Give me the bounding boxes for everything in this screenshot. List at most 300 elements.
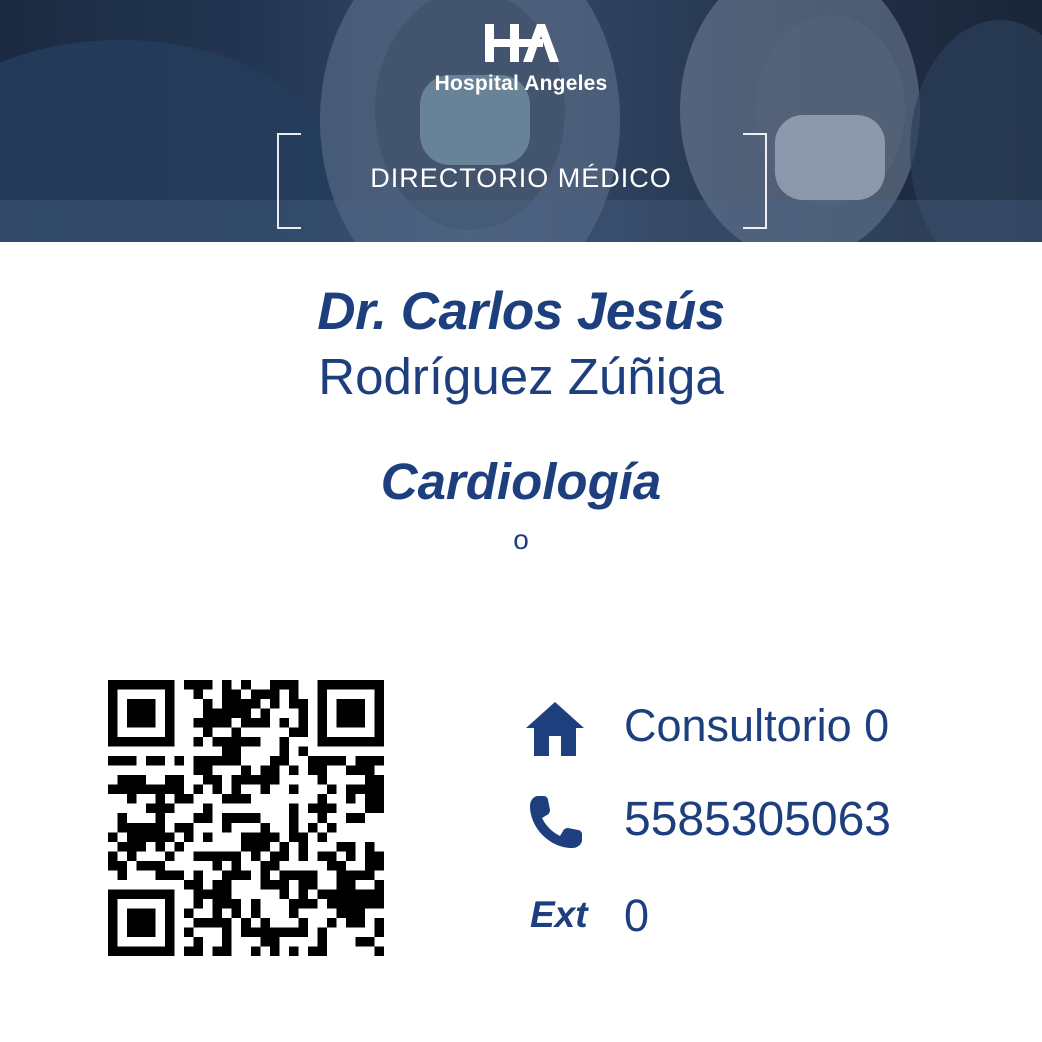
qr-module	[165, 899, 175, 909]
qr-module	[251, 946, 261, 956]
qr-module	[336, 680, 346, 690]
qr-module	[289, 680, 299, 690]
qr-module	[194, 937, 204, 947]
qr-module	[346, 889, 356, 899]
qr-module	[260, 918, 270, 928]
qr-module	[317, 927, 327, 937]
qr-module	[165, 709, 175, 719]
qr-module	[232, 794, 242, 804]
qr-module	[184, 680, 194, 690]
qr-module	[260, 690, 270, 700]
qr-module	[137, 775, 147, 785]
qr-module	[156, 680, 166, 690]
qr-module	[232, 785, 242, 795]
qr-module	[365, 756, 375, 766]
qr-module	[251, 699, 261, 709]
qr-module	[194, 899, 204, 909]
qr-module	[137, 680, 147, 690]
qr-module	[355, 889, 365, 899]
qr-module	[317, 709, 327, 719]
qr-module	[241, 709, 251, 719]
qr-module	[298, 899, 308, 909]
qr-module	[137, 842, 147, 852]
qr-module	[194, 690, 204, 700]
qr-module	[317, 946, 327, 956]
qr-module	[146, 861, 156, 871]
qr-module	[146, 804, 156, 814]
qr-module	[336, 756, 346, 766]
qr-module	[355, 899, 365, 909]
qr-module	[365, 794, 375, 804]
qr-module	[317, 889, 327, 899]
qr-module	[327, 861, 337, 871]
qr-module	[346, 870, 356, 880]
qr-module	[289, 832, 299, 842]
qr-module	[127, 889, 137, 899]
qr-module	[260, 785, 270, 795]
specialty: Cardiología	[380, 453, 662, 510]
qr-module	[355, 870, 365, 880]
doctor-name-first: Dr. Carlos Jesús	[317, 282, 725, 341]
qr-module	[118, 823, 128, 833]
qr-module	[260, 870, 270, 880]
qr-module	[355, 918, 365, 928]
qr-module	[213, 908, 223, 918]
qr-module	[108, 718, 118, 728]
qr-module	[232, 747, 242, 757]
qr-module	[270, 680, 280, 690]
qr-module	[146, 718, 156, 728]
qr-module	[194, 880, 204, 890]
qr-module	[317, 813, 327, 823]
qr-module	[260, 832, 270, 842]
qr-module	[346, 794, 356, 804]
qr-module	[241, 870, 251, 880]
qr-module	[156, 832, 166, 842]
qr-module	[279, 851, 289, 861]
qr-module	[146, 927, 156, 937]
qr-module	[165, 690, 175, 700]
qr-module	[336, 737, 346, 747]
qr-module	[317, 718, 327, 728]
qr-module	[165, 946, 175, 956]
qr-module	[203, 766, 213, 776]
phone-icon	[524, 792, 586, 854]
qr-module	[251, 899, 261, 909]
qr-module	[108, 861, 118, 871]
qr-module	[270, 766, 280, 776]
qr-module	[213, 889, 223, 899]
qr-module	[298, 880, 308, 890]
qr-module	[213, 861, 223, 871]
qr-module	[355, 813, 365, 823]
qr-module	[213, 899, 223, 909]
qr-module	[146, 946, 156, 956]
qr-module	[108, 889, 118, 899]
qr-module	[222, 709, 232, 719]
qr-module	[308, 880, 318, 890]
qr-module	[203, 851, 213, 861]
qr-module	[146, 756, 156, 766]
qr-module	[213, 709, 223, 719]
qr-module	[374, 775, 384, 785]
qr-module	[203, 699, 213, 709]
qr-module	[308, 899, 318, 909]
qr-module	[108, 785, 118, 795]
qr-module	[108, 908, 118, 918]
qr-module	[175, 756, 185, 766]
qr-module	[260, 842, 270, 852]
qr-module	[327, 804, 337, 814]
qr-module	[317, 775, 327, 785]
qr-module	[279, 889, 289, 899]
qr-module	[317, 699, 327, 709]
qr-module	[270, 861, 280, 871]
qr-module	[241, 680, 251, 690]
qr-module	[308, 756, 318, 766]
qr-module	[146, 680, 156, 690]
qr-module	[317, 737, 327, 747]
qr-module	[327, 889, 337, 899]
logo-text: Hospital Angeles	[434, 72, 608, 95]
qr-code[interactable]	[108, 680, 384, 956]
qr-module	[156, 946, 166, 956]
qr-module	[289, 823, 299, 833]
qr-module	[108, 946, 118, 956]
qr-module	[289, 699, 299, 709]
qr-module	[317, 680, 327, 690]
ha-logo-icon	[483, 22, 559, 64]
qr-module	[241, 737, 251, 747]
qr-module	[241, 842, 251, 852]
qr-module	[108, 899, 118, 909]
qr-module	[355, 718, 365, 728]
qr-module	[317, 832, 327, 842]
qr-module	[336, 718, 346, 728]
qr-module	[317, 851, 327, 861]
qr-module	[175, 870, 185, 880]
qr-module	[156, 813, 166, 823]
qr-module	[279, 880, 289, 890]
qr-module	[365, 851, 375, 861]
qr-module	[374, 718, 384, 728]
qr-module	[127, 699, 137, 709]
qr-module	[374, 680, 384, 690]
qr-module	[346, 709, 356, 719]
qr-module	[260, 861, 270, 871]
qr-module	[156, 794, 166, 804]
qr-module	[175, 785, 185, 795]
qr-module	[279, 718, 289, 728]
qr-module	[222, 946, 232, 956]
qr-module	[365, 737, 375, 747]
qr-module	[241, 918, 251, 928]
qr-module	[260, 766, 270, 776]
qr-module	[298, 728, 308, 738]
qr-module	[327, 823, 337, 833]
qr-module	[118, 813, 128, 823]
qr-module	[365, 899, 375, 909]
qr-module	[251, 718, 261, 728]
qr-module	[127, 823, 137, 833]
qr-module	[175, 842, 185, 852]
qr-module	[222, 937, 232, 947]
qr-module	[317, 728, 327, 738]
qr-module	[213, 737, 223, 747]
qr-module	[232, 775, 242, 785]
qr-module	[289, 870, 299, 880]
qr-module	[232, 709, 242, 719]
qr-module	[289, 946, 299, 956]
qr-module	[108, 680, 118, 690]
qr-module	[108, 851, 118, 861]
qr-module	[146, 699, 156, 709]
qr-module	[184, 823, 194, 833]
qr-module	[279, 747, 289, 757]
qr-module	[270, 937, 280, 947]
qr-module	[184, 794, 194, 804]
qr-module	[232, 699, 242, 709]
qr-module	[336, 880, 346, 890]
qr-module	[203, 775, 213, 785]
qr-module	[127, 718, 137, 728]
qr-module	[146, 908, 156, 918]
qr-module	[374, 728, 384, 738]
qr-module	[118, 946, 128, 956]
qr-module	[203, 832, 213, 842]
qr-module	[222, 718, 232, 728]
home-icon	[524, 698, 586, 760]
qr-module	[374, 946, 384, 956]
qr-module	[108, 756, 118, 766]
subspecialty: o	[513, 524, 529, 555]
qr-module	[146, 737, 156, 747]
qr-module	[127, 946, 137, 956]
qr-module	[194, 813, 204, 823]
qr-module	[270, 946, 280, 956]
qr-module	[184, 908, 194, 918]
qr-module	[241, 927, 251, 937]
qr-module	[222, 680, 232, 690]
qr-module	[203, 889, 213, 899]
qr-module	[327, 851, 337, 861]
qr-module	[270, 690, 280, 700]
qr-module	[127, 908, 137, 918]
qr-module	[270, 699, 280, 709]
qr-module	[298, 832, 308, 842]
qr-module	[289, 908, 299, 918]
qr-module	[194, 889, 204, 899]
qr-module	[203, 813, 213, 823]
qr-module	[222, 737, 232, 747]
qr-module	[108, 927, 118, 937]
qr-module	[374, 880, 384, 890]
qr-module	[365, 861, 375, 871]
qr-module	[346, 908, 356, 918]
qr-module	[108, 728, 118, 738]
qr-module	[355, 908, 365, 918]
qr-module	[165, 785, 175, 795]
qr-module	[298, 747, 308, 757]
qr-module	[222, 699, 232, 709]
qr-module	[194, 737, 204, 747]
qr-module	[279, 870, 289, 880]
qr-module	[194, 946, 204, 956]
qr-module	[260, 709, 270, 719]
qr-module	[289, 785, 299, 795]
qr-module	[374, 927, 384, 937]
qr-module	[374, 690, 384, 700]
qr-module	[194, 756, 204, 766]
qr-module	[146, 889, 156, 899]
qr-module	[137, 737, 147, 747]
qr-module	[251, 851, 261, 861]
qr-module	[222, 823, 232, 833]
qr-module	[260, 823, 270, 833]
qr-module	[146, 785, 156, 795]
qr-module	[165, 775, 175, 785]
qr-module	[165, 718, 175, 728]
qr-module	[355, 680, 365, 690]
qr-module	[241, 775, 251, 785]
qr-module	[108, 937, 118, 947]
qr-module	[374, 737, 384, 747]
qr-module	[355, 756, 365, 766]
qr-module	[165, 832, 175, 842]
qr-module	[232, 899, 242, 909]
qr-module	[336, 709, 346, 719]
qr-module	[118, 756, 128, 766]
qr-module	[203, 756, 213, 766]
qr-module	[222, 889, 232, 899]
qr-module	[374, 804, 384, 814]
qr-module	[137, 889, 147, 899]
qr-module	[241, 832, 251, 842]
qr-module	[127, 851, 137, 861]
qr-module	[127, 832, 137, 842]
qr-module	[317, 804, 327, 814]
qr-module	[346, 880, 356, 890]
qr-module	[298, 889, 308, 899]
qr-module	[137, 946, 147, 956]
qr-module	[118, 861, 128, 871]
qr-module	[137, 699, 147, 709]
qr-module	[118, 842, 128, 852]
qr-module	[365, 870, 375, 880]
qr-module	[308, 870, 318, 880]
qr-module	[355, 737, 365, 747]
doctor-name-last: Rodríguez Zúñiga	[318, 348, 724, 405]
qr-module	[156, 870, 166, 880]
qr-module	[222, 794, 232, 804]
qr-module	[137, 785, 147, 795]
qr-module	[289, 804, 299, 814]
qr-module	[137, 927, 147, 937]
qr-module	[165, 889, 175, 899]
qr-module	[327, 785, 337, 795]
qr-module	[374, 899, 384, 909]
qr-module	[336, 899, 346, 909]
qr-module	[289, 813, 299, 823]
qr-module	[298, 842, 308, 852]
qr-module	[175, 823, 185, 833]
qr-module	[298, 851, 308, 861]
qr-module	[165, 870, 175, 880]
qr-module	[232, 851, 242, 861]
qr-module	[336, 861, 346, 871]
qr-module	[298, 918, 308, 928]
qr-module	[336, 699, 346, 709]
qr-module	[108, 737, 118, 747]
qr-module	[118, 889, 128, 899]
qr-module	[374, 709, 384, 719]
qr-module	[241, 766, 251, 776]
qr-module	[127, 927, 137, 937]
qr-module	[213, 851, 223, 861]
qr-module	[308, 823, 318, 833]
qr-module	[222, 690, 232, 700]
qr-module	[365, 775, 375, 785]
qr-module	[336, 870, 346, 880]
qr-module	[317, 756, 327, 766]
qr-module	[194, 718, 204, 728]
qr-module	[165, 737, 175, 747]
qr-module	[232, 870, 242, 880]
qr-module	[213, 918, 223, 928]
qr-module	[251, 775, 261, 785]
qr-module	[184, 880, 194, 890]
qr-module	[365, 842, 375, 852]
qr-module	[213, 756, 223, 766]
qr-module	[327, 918, 337, 928]
qr-module	[222, 918, 232, 928]
qr-module	[127, 775, 137, 785]
qr-module	[241, 813, 251, 823]
qr-module	[374, 794, 384, 804]
qr-module	[355, 709, 365, 719]
qr-module	[279, 842, 289, 852]
qr-module	[203, 718, 213, 728]
qr-module	[213, 946, 223, 956]
qr-module	[346, 737, 356, 747]
qr-module	[137, 718, 147, 728]
qr-module	[374, 851, 384, 861]
hospital-logo	[0, 22, 1042, 96]
qr-module	[346, 842, 356, 852]
qr-module	[317, 937, 327, 947]
qr-module	[146, 709, 156, 719]
qr-module	[194, 766, 204, 776]
qr-module	[365, 937, 375, 947]
qr-module	[374, 889, 384, 899]
qr-module	[279, 756, 289, 766]
qr-module	[222, 813, 232, 823]
qr-module	[308, 804, 318, 814]
qr-module	[336, 908, 346, 918]
qr-module	[298, 709, 308, 719]
qr-module	[279, 927, 289, 937]
qr-module	[251, 842, 261, 852]
qr-module	[336, 842, 346, 852]
qr-module	[232, 737, 242, 747]
qr-module	[175, 794, 185, 804]
qr-module	[165, 918, 175, 928]
phone-number[interactable]: 5585305063	[624, 793, 891, 846]
qr-module	[241, 699, 251, 709]
qr-module	[184, 832, 194, 842]
qr-module	[251, 927, 261, 937]
qr-module	[251, 908, 261, 918]
